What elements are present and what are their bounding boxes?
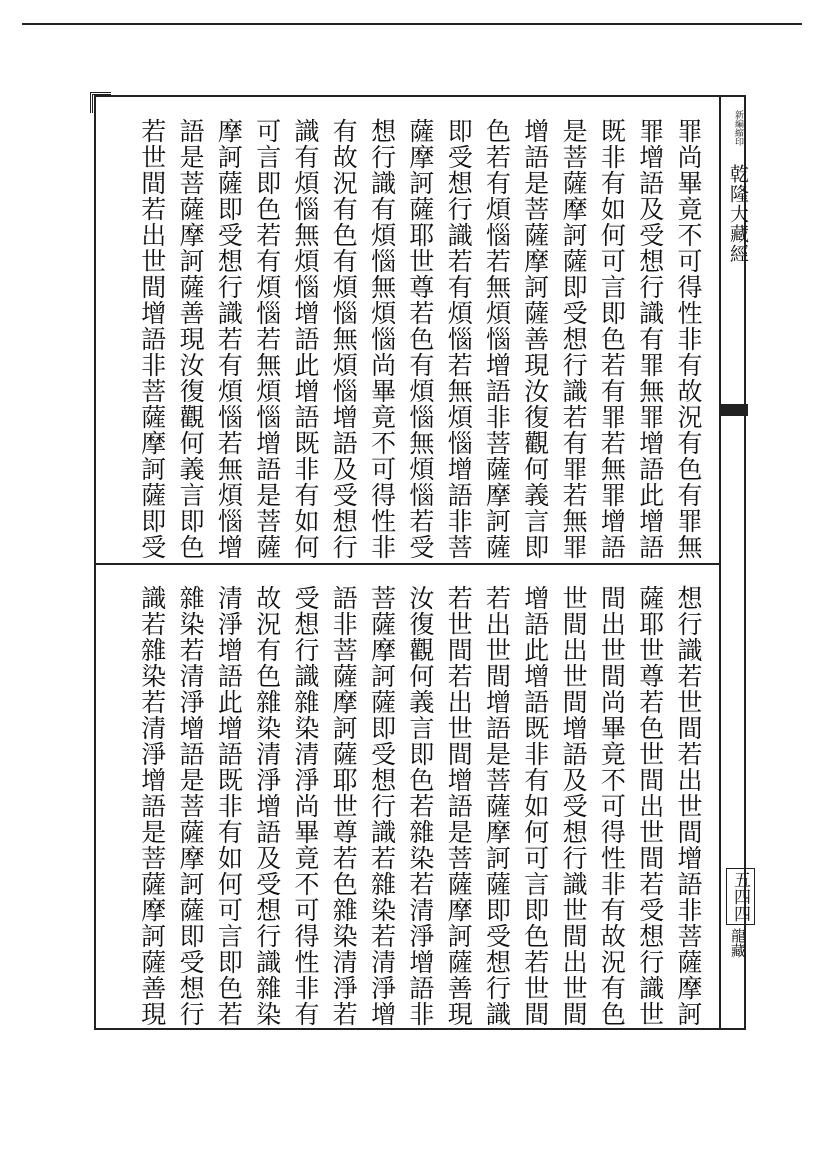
lower-column-1: 想行識若世間若出世間增語非菩薩摩訶 xyxy=(674,585,703,1027)
lower-column-5: 增語此增語既非有如何可言即色若世間 xyxy=(520,585,550,1027)
lower-column-7: 若世間若出世間增語是菩薩摩訶薩善現 xyxy=(444,585,474,1027)
upper-column-2: 罪增語及受想行識有罪無罪增語此增語 xyxy=(635,118,665,560)
sutra-collection-title: 乾隆大藏經 xyxy=(727,164,749,264)
lower-column-8: 汝復觀何義言即色若雜染若清淨增語非 xyxy=(405,585,435,1027)
upper-column-6: 色若有煩惱若無煩惱增語非菩薩摩訶薩 xyxy=(482,118,512,560)
upper-column-9: 想行識有煩惱無煩惱尚畢竟不可得性非 xyxy=(367,118,397,560)
lower-column-11: 受想行識雜染清淨尚畢竟不可得性非有 xyxy=(291,585,320,1027)
side-header xyxy=(727,110,749,264)
upper-column-11: 識有煩惱無煩惱增語此增語既非有如何 xyxy=(291,118,320,560)
lower-column-14: 雜染若清淨增語是菩薩摩訶薩即受想行 xyxy=(176,585,206,1027)
margin-tab-mark xyxy=(720,404,748,416)
upper-column-3: 既非有如何可言即色若有罪若無罪增語 xyxy=(597,118,627,560)
upper-column-8: 薩摩訶薩耶世尊若色有煩惱無煩惱若受 xyxy=(405,118,435,560)
upper-column-7: 即受想行識若有煩惱若無煩惱增語非菩 xyxy=(444,118,474,560)
lower-column-10: 語非菩薩摩訶薩耶世尊若色雜染清淨若 xyxy=(329,585,359,1027)
upper-column-12: 可言即色若有煩惱若無煩惱增語是菩薩 xyxy=(252,118,282,560)
upper-column-13: 摩訶薩即受想行識若有煩惱若無煩惱增 xyxy=(214,118,244,560)
collection-tag: 龍藏 xyxy=(729,928,747,958)
upper-column-5: 增語是菩薩摩訶薩善現汝復觀何義言即 xyxy=(520,118,550,560)
upper-column-15: 若世間若出世間增語非菩薩摩訶薩即受 xyxy=(137,118,167,560)
lower-column-12: 故況有色雜染清淨增語及受想行識雜染 xyxy=(252,585,282,1027)
upper-column-10: 有故況有色有煩惱無煩惱增語及受想行 xyxy=(329,118,359,560)
lower-column-3: 間出世間尚畢竟不可得性非有故況有色 xyxy=(597,585,627,1027)
upper-column-1: 罪尚畢竟不可得性非有故況有色有罪無 xyxy=(674,118,703,560)
lower-column-15: 識若雜染若清淨增語是菩薩摩訶薩善現 xyxy=(137,585,167,1027)
top-rule xyxy=(22,23,802,25)
edition-label: 新編縮印 xyxy=(733,110,743,146)
page-number: 五四四 xyxy=(726,868,755,925)
lower-column-4: 世間出世間增語及受想行識世間出世間 xyxy=(559,585,589,1027)
lower-column-13: 清淨增語此增語既非有如何可言即色若 xyxy=(214,585,244,1027)
margin-divider xyxy=(719,97,721,1028)
upper-column-14: 語是菩薩摩訶薩善現汝復觀何義言即色 xyxy=(176,118,206,560)
lower-column-6: 若出世間增語是菩薩摩訶薩即受想行識 xyxy=(482,585,512,1027)
lower-column-2: 薩耶世尊若色世間出世間若受想行識世 xyxy=(635,585,665,1027)
upper-column-4: 是菩薩摩訶薩即受想行識若有罪若無罪 xyxy=(559,118,589,560)
lower-column-9: 菩薩摩訶薩即受想行識若雜染若清淨增 xyxy=(367,585,397,1027)
horizontal-divider xyxy=(96,563,720,565)
corner-ornament xyxy=(90,92,111,113)
